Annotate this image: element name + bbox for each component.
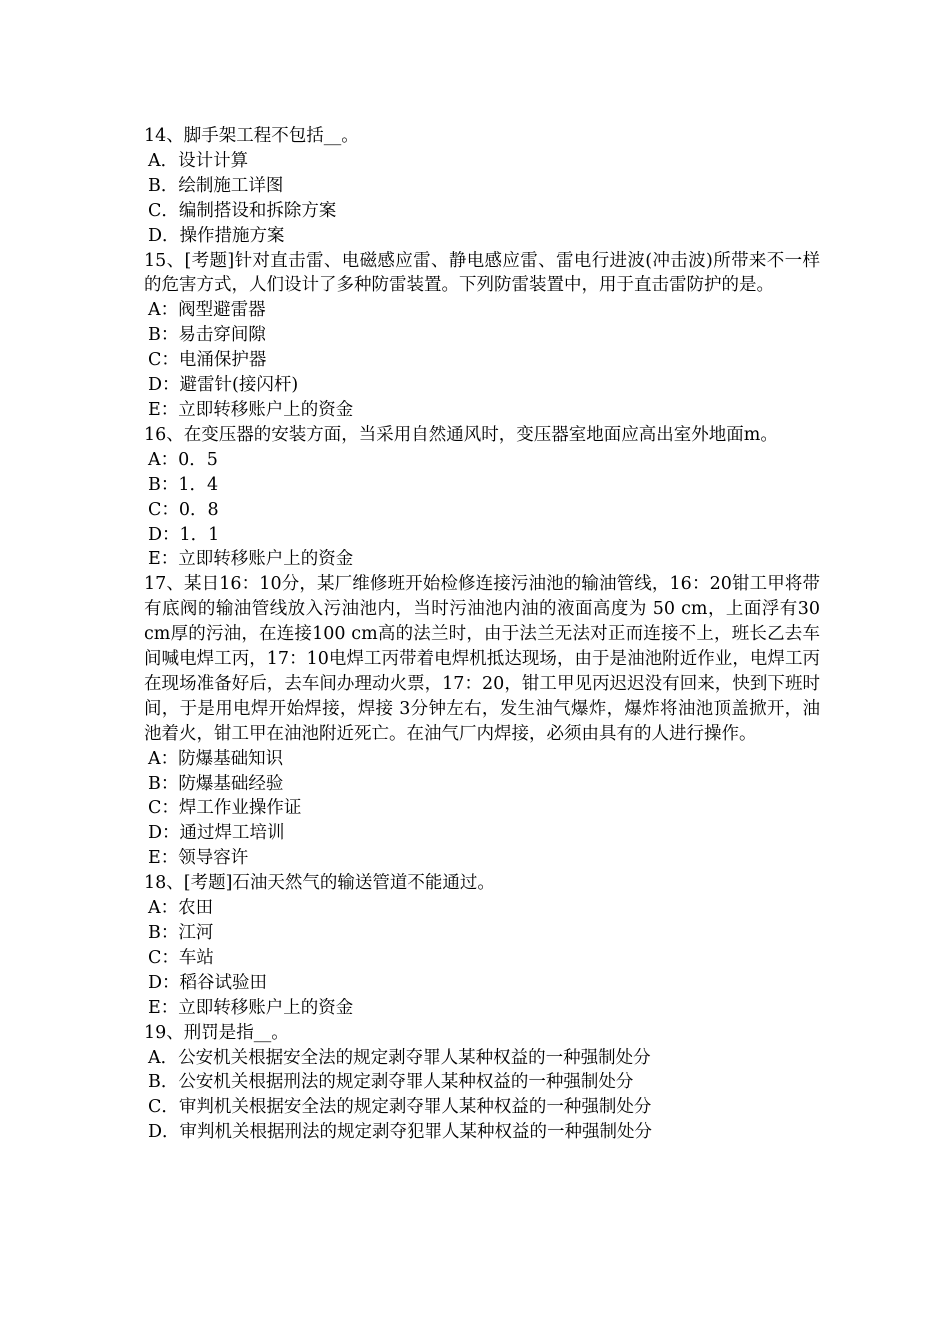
option-d: D：通过焊工培训: [148, 823, 285, 844]
option-b: B：防爆基础经验: [148, 773, 284, 794]
option-c: C．编制搭设和拆除方案: [148, 200, 337, 221]
option-e: E：立即转移账户上的资金: [148, 399, 354, 420]
option-e: E：领导容许: [148, 848, 249, 869]
document-body: [144, 124, 820, 1145]
option-c: C：车站: [148, 947, 214, 968]
option-b: B．绘制施工详图: [148, 175, 284, 196]
question-block-14: [144, 124, 820, 249]
question-text: 15、[考题]针对直击雷、电磁感应雷、静电感应雷、雷电行进波(冲击波)所带来不一样的危害方式，人们设计了多种防雷装置。下列防雷装置中，用于直击雷防护的是。: [144, 250, 820, 296]
option-d: D：1．1: [148, 524, 220, 545]
question-block-17: [144, 572, 820, 871]
option-c: C：电涌保护器: [148, 350, 267, 371]
option-a: A．公安机关根据安全法的规定剥夺罪人某种权益的一种强制处分: [148, 1047, 651, 1068]
option-c: C：0．8: [148, 499, 219, 520]
option-a: A：0．5: [148, 449, 218, 470]
option-d: D．审判机关根据刑法的规定剥夺犯罪人某种权益的一种强制处分: [148, 1122, 653, 1143]
option-a: A．设计计算: [148, 150, 249, 171]
question-text: 17、某日16：10分，某厂维修班开始检修连接污油池的输油管线，16：20钳工甲将带有底阀的输油管线放入污油池内，当时污油池内油的液面高度为 50 cm，上面浮有30 cm厚的污油，在连接100 cm高的法兰时，由于法兰无法对正而连接不上，班长乙去车间喊电焊工丙，17：10电焊工丙带着电焊机抵达现场，由于是油池附近作业，电焊工丙在现场准备好后，去车间办理动火票，17：20，钳工甲见丙迟迟没有回来，快到下班时间，于是用电焊开始焊接，焊接 3分钟左右，发生油气爆炸，爆炸将油池顶盖掀开，油池着火，钳工甲在油池附近死亡。在油气厂内焊接，必须由具有的人进行操作。: [144, 574, 820, 744]
question-text: 18、[考题]石油天然气的输送管道不能通过。: [144, 873, 495, 894]
option-d: D．操作措施方案: [148, 225, 285, 246]
question-block-19: [144, 1021, 820, 1146]
option-b: B：江河: [148, 923, 214, 943]
question-text: 14、脚手架工程不包括__。: [144, 126, 359, 146]
option-b: B：易击穿间隙: [148, 325, 266, 346]
question-block-18: [144, 871, 820, 1020]
option-d: D：稻谷试验田: [148, 972, 268, 993]
question-text: 16、在变压器的安装方面，当采用自然通风时，变压器室地面应高出室外地面m。: [144, 424, 778, 445]
question-block-16: [144, 423, 820, 572]
option-e: E：立即转移账户上的资金: [148, 997, 354, 1018]
option-c: C．审判机关根据安全法的规定剥夺罪人某种权益的一种强制处分: [148, 1097, 652, 1118]
option-a: A：阀型避雷器: [148, 300, 266, 321]
option-d: D：避雷针(接闪杆): [148, 375, 299, 396]
question-block-15: [144, 249, 820, 423]
option-b: B：1．4: [148, 474, 219, 495]
question-text: 19、刑罚是指__。: [144, 1022, 289, 1043]
option-a: A：防爆基础知识: [148, 748, 284, 769]
option-e: E：立即转移账户上的资金: [148, 549, 354, 570]
option-c: C：焊工作业操作证: [148, 798, 302, 819]
option-a: A：农田: [148, 898, 214, 919]
option-b: B．公安机关根据刑法的规定剥夺罪人某种权益的一种强制处分: [148, 1072, 634, 1093]
